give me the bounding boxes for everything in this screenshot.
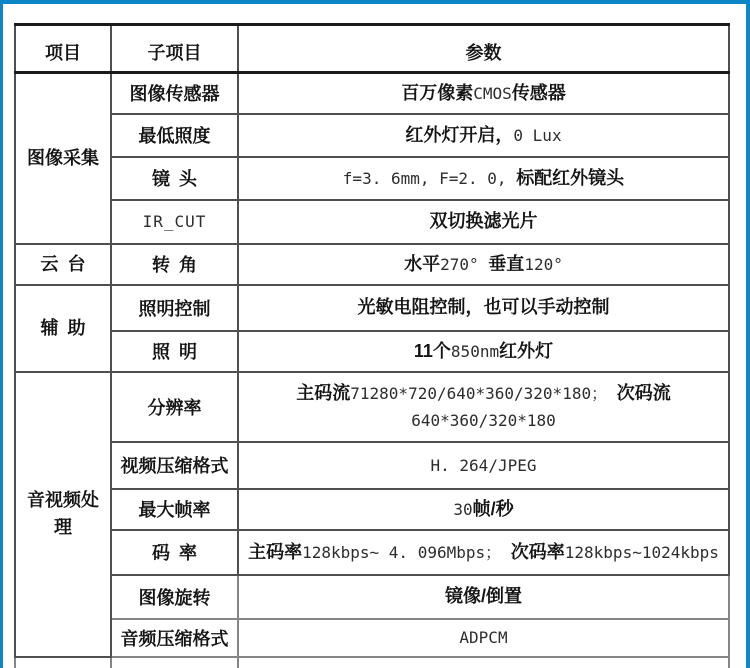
parameter-value [238, 619, 729, 657]
row-lens [15, 157, 729, 200]
row-audio-compression [15, 619, 729, 657]
value-segment: 垂直 [488, 253, 525, 274]
value-segment: 11个 [413, 340, 451, 361]
parameter-value [238, 73, 729, 114]
value-segment: 120° [524, 254, 563, 274]
value-segment: 红外灯开启， [405, 124, 514, 145]
parameter-value [238, 244, 729, 285]
page-border-top [0, 0, 750, 4]
row-image-rotation [15, 575, 729, 619]
subitem-label: 码率 [111, 530, 238, 575]
parameter-value [238, 530, 729, 575]
parameter-value [238, 442, 729, 489]
row-rotation-angle [15, 244, 729, 285]
row-min-illumination [15, 114, 729, 157]
parameter-value [238, 372, 729, 442]
group-cell-partial [15, 657, 111, 668]
row-resolution [15, 372, 729, 442]
subitem-label: 最大帧率 [111, 489, 238, 530]
parameter-value [238, 285, 729, 331]
value-segment: CMOS [473, 83, 512, 103]
value-segment: 71280*720/640*360/320*180； [350, 383, 617, 403]
group-cell-image-capture: 图像采集 [15, 73, 111, 244]
row-lighting [15, 331, 729, 372]
subitem-label: 转角 [111, 244, 238, 285]
page-border-right [746, 0, 750, 668]
value-segment: 30 [453, 499, 473, 519]
value-segment: 双切换滤光片 [429, 211, 538, 231]
parameter-value [238, 489, 729, 530]
value-segment: 水平 [404, 253, 441, 274]
group-cell-ptz: 云台 [15, 244, 111, 285]
value-segment: 主码率 [248, 541, 303, 562]
subitem-label: 图像旋转 [111, 575, 238, 619]
value-segment: 主码流 [296, 382, 351, 403]
group-cell-auxiliary: 辅助 [15, 285, 111, 372]
value-segment: 光敏电阻控制，也可以手动控制 [357, 297, 610, 317]
subitem-label: 视频压缩格式 [111, 442, 238, 489]
row-max-framerate [15, 489, 729, 530]
value-segment: 128kbps~ 4. 096Mbps； [302, 542, 511, 562]
group-cell-av-processing: 音视频处理 [15, 372, 111, 657]
value-segment: 270° [440, 254, 489, 274]
subitem-label: 音频压缩格式 [111, 619, 238, 657]
parameter-value [238, 575, 729, 619]
row-video-compression [15, 442, 729, 489]
row-ir-cut [15, 200, 729, 244]
parameter-value [238, 657, 729, 668]
parameter-value [238, 200, 729, 244]
subitem-label: IR_CUT [111, 200, 238, 244]
value-segment: 百万像素 [401, 82, 474, 103]
value-segment: ADPCM [459, 628, 508, 647]
value-segment: 次码率 [510, 541, 565, 562]
row-image-sensor [15, 73, 729, 114]
col-header-subitem: 子项目 [111, 25, 238, 73]
value-segment: 帧/秒 [472, 498, 514, 519]
row-partial-clipped [15, 657, 729, 668]
subitem-label: 图像传感器 [111, 73, 238, 114]
parameter-value [238, 157, 729, 200]
value-segment: 0 Lux [513, 125, 562, 145]
value-segment: 640*360/320*180 [411, 410, 556, 430]
header-row [15, 25, 729, 73]
row-bitrate [15, 530, 729, 575]
value-segment: f=3. 6mm, F=2. 0, [342, 168, 517, 188]
value-segment: 镜像/倒置 [444, 586, 522, 606]
row-lighting-control [15, 285, 729, 331]
value-segment: H. 264/JPEG [430, 455, 537, 475]
value-segment: 传感器 [511, 82, 566, 103]
value-segment: 标配红外镜头 [516, 167, 625, 188]
spec-table [14, 23, 730, 668]
parameter-value [238, 331, 729, 372]
value-segment: 次码流 [616, 382, 671, 403]
value-segment: 红外灯 [499, 340, 554, 361]
subitem-label [111, 657, 238, 668]
col-header-item: 项目 [15, 25, 111, 73]
subitem-label: 分辨率 [111, 372, 238, 442]
parameter-value [238, 114, 729, 157]
value-segment: 128kbps~1024kbps [564, 542, 719, 562]
page-border-left [0, 0, 3, 668]
subitem-label: 最低照度 [111, 114, 238, 157]
subitem-label: 镜头 [111, 157, 238, 200]
col-header-parameter: 参数 [238, 25, 729, 73]
value-segment: 850nm [450, 341, 500, 361]
subitem-label: 照明控制 [111, 285, 238, 331]
subitem-label: 照明 [111, 331, 238, 372]
